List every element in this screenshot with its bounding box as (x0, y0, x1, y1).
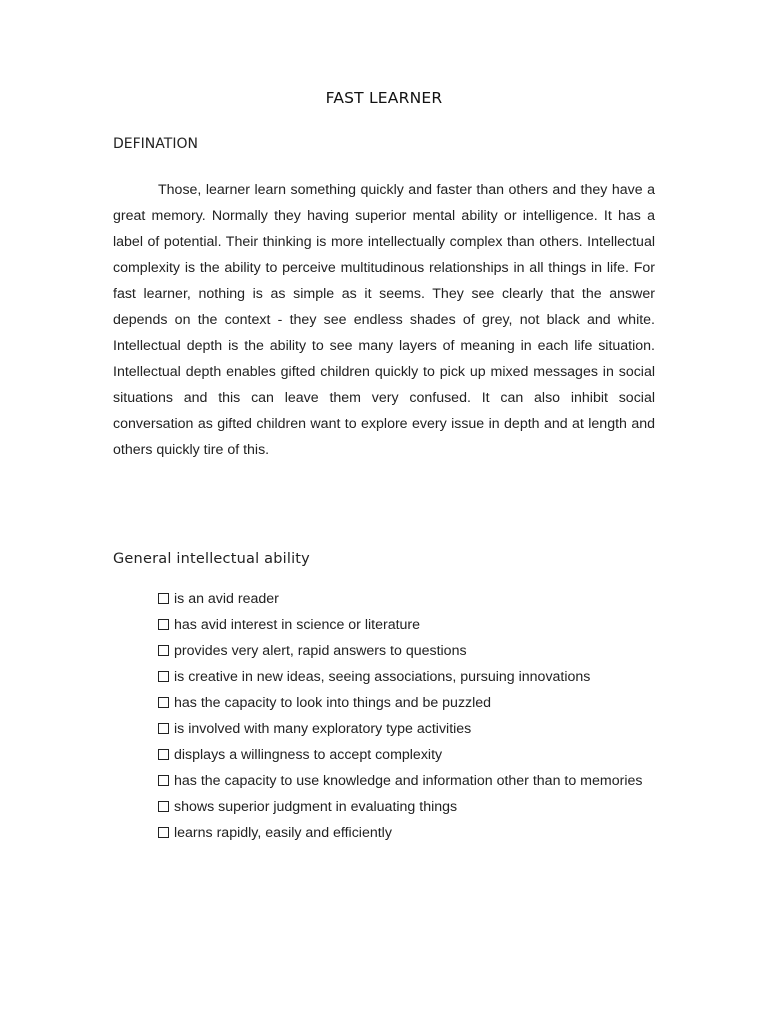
checklist-item (158, 768, 658, 794)
checklist-item-text: has avid interest in science or literature (174, 617, 421, 633)
checklist-item-text: has the capacity to look into things and be puzzled (174, 695, 492, 711)
checkbox-icon (158, 671, 169, 682)
checkbox-icon (158, 749, 169, 760)
checkbox-icon (158, 593, 169, 604)
checklist-item (158, 664, 658, 690)
checklist-item-text: provides very alert, rapid answers to questions (174, 643, 467, 659)
subheading-general-intellectual-ability: General intellectual ability (113, 551, 310, 567)
section-label-definition: DEFINATION (113, 136, 198, 152)
definition-paragraph: Those, learner learn something quickly and faster than others and they have a great memory. Normally they having superior mental ability or intelligence. It has a label of potential. Their thinking is more intellectually complex than others. Intellectual complexity is the ability to perceive multitudinous relationships in all things in life. For fast learner, nothing is as simple as it seems. They see clearly that the answer depends on the context - they see endless shades of grey, not black and white. Intellectual depth is the ability to see many layers of meaning in each life situation. Intellectual depth enables gifted children quickly to pick up mixed messages in social situations and this can leave them very confused. It can also inhibit social conversation as gifted children want to explore every issue in depth and at length and others quickly tire of this. (113, 182, 655, 458)
checklist-item-text: is involved with many exploratory type activities (174, 721, 472, 737)
checklist-item-text: is creative in new ideas, seeing associations, pursuing innovations (174, 669, 591, 685)
checkbox-icon (158, 723, 169, 734)
checkbox-icon (158, 801, 169, 812)
checkbox-icon (158, 619, 169, 630)
checklist-item-text: displays a willingness to accept complexity (174, 747, 443, 763)
checklist-item (158, 638, 658, 664)
checklist-item (158, 716, 658, 742)
checkbox-icon (158, 775, 169, 786)
checkbox-icon (158, 697, 169, 708)
ability-checklist (158, 586, 658, 846)
checklist-item-text: has the capacity to use knowledge and information other than to memories (174, 773, 643, 789)
checkbox-icon (158, 645, 169, 656)
checklist-item (158, 820, 658, 846)
checklist-item (158, 586, 658, 612)
checklist-item-text: learns rapidly, easily and efficiently (174, 825, 392, 841)
checklist-item (158, 794, 658, 820)
checkbox-icon (158, 827, 169, 838)
checklist-item-text: shows superior judgment in evaluating things (174, 799, 458, 815)
checklist-item (158, 612, 658, 638)
document-title: FAST LEARNER (325, 89, 443, 107)
checklist-item-text: is an avid reader (174, 591, 279, 607)
checklist-item (158, 690, 658, 716)
checklist-item (158, 742, 658, 768)
